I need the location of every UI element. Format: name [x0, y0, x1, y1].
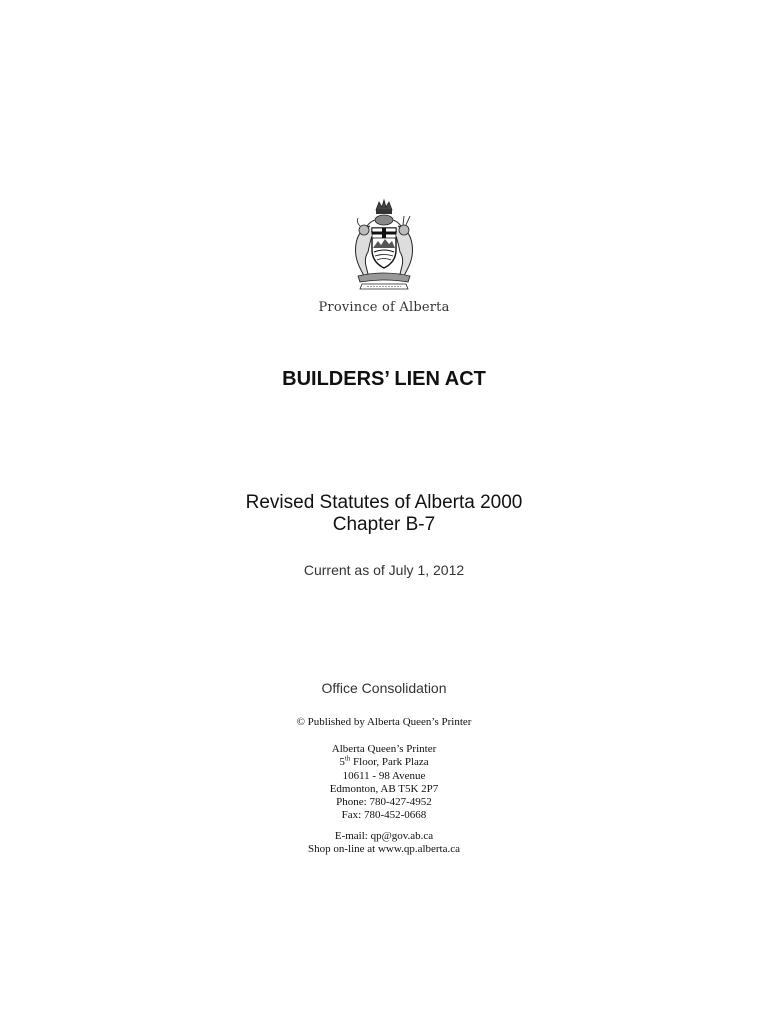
alberta-coat-of-arms-icon	[334, 196, 434, 296]
act-title: BUILDERS’ LIEN ACT	[282, 368, 486, 390]
publisher-email: E-mail: qp@gov.ab.ca	[334, 830, 434, 842]
publisher-shop-link: Shop on-line at www.qp.alberta.ca	[307, 843, 461, 856]
floor-number: 5	[339, 756, 345, 769]
chapter-line: Chapter B-7	[332, 514, 436, 535]
publisher-city: Edmonton, AB T5K 2P7	[329, 782, 439, 795]
office-consolidation: Office Consolidation	[321, 680, 447, 696]
current-as-of: Current as of July 1, 2012	[303, 562, 465, 578]
province-caption: Province of Alberta	[318, 300, 450, 315]
publisher-name: Alberta Queen’s Printer	[331, 743, 437, 755]
publisher-street: 10611 - 98 Avenue	[342, 769, 426, 782]
floor-rest: Floor, Park Plaza	[350, 756, 429, 769]
publisher-address	[0, 743, 768, 823]
publisher-phone: Phone: 780-427-4952	[336, 796, 432, 809]
published-notice: © Published by Alberta Queen’s Printer	[296, 716, 472, 728]
publisher-fax: Fax: 780-452-0668	[341, 809, 427, 822]
statutes-block	[0, 492, 768, 536]
publisher-floor	[0, 756, 768, 769]
statutes-line: Revised Statutes of Alberta 2000	[245, 492, 523, 513]
publisher-contact	[0, 830, 768, 857]
floor-suffix: th	[344, 754, 351, 763]
